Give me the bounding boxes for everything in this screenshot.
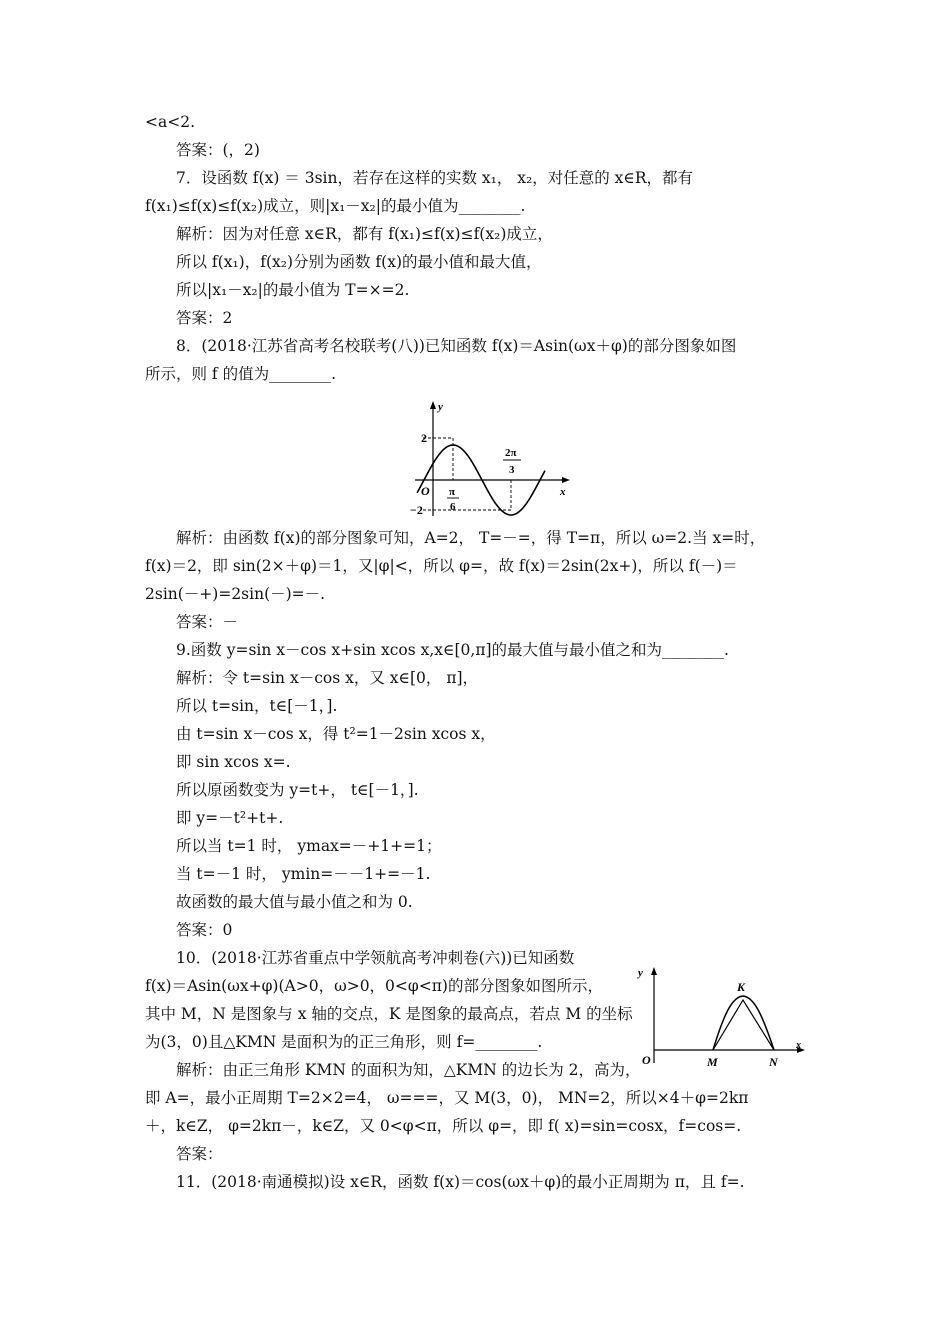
frac-2pi3-den: 3 (509, 464, 515, 476)
sine-graph-figure (405, 398, 580, 523)
axis-y-label: y (438, 401, 443, 413)
tick-label-neg2: −2 (410, 503, 423, 517)
origin-label: O (642, 1053, 651, 1067)
text-line: 所以 t=sin，t∈[－1，]. (176, 697, 338, 715)
point-k-label: K (737, 980, 746, 994)
text-line: 即 A=，最小正周期 T=2×2=4， ω===，又 M(3，0)， MN=2，所以×4＋φ=2kπ (145, 1089, 749, 1107)
text-line: 解析：令 t=sin x－cos x，又 x∈[0， π]， (176, 669, 479, 687)
text-line: 2sin(－+)=2sin(－)=－. (145, 585, 326, 603)
text-line: 9.函数 y=sin x－cos x+sin xcos x,x∈[0,π]的最大值与最小值之和为________. (176, 641, 729, 659)
text-line: 答案：(，2) (176, 141, 260, 159)
text-line: ＋，k∈Z， φ=2kπ－，k∈Z，又 0<φ<π，所以 φ=，即 f( x)=sin=cosx，f=cos=. (145, 1117, 742, 1135)
text-line: 答案：2 (176, 309, 233, 327)
text-line: 11．(2018·南通模拟)设 x∈R，函数 f(x)＝cos(ωx＋φ)的最小正周期为 π，且 f=. (176, 1173, 745, 1191)
axis-x-label: x (796, 1040, 801, 1051)
text-line: 即 sin xcos x=. (176, 753, 291, 771)
text-line: 所以原函数变为 y=t+， t∈[－1，]. (176, 781, 419, 799)
text-line: <a<2. (145, 113, 196, 131)
text-line: f(x₁)≤f(x)≤f(x₂)成立，则|x₁－x₂|的最小值为________. (145, 197, 526, 215)
frac-pi6-num: π (449, 486, 456, 498)
text-line: 解析：由函数 f(x)的部分图象可知，A=2， T=－=，得 T=π，所以 ω=2.当 x=时， (176, 529, 766, 547)
text-line: 当 t=－1 时， ymin=－－1+=－1. (176, 865, 431, 883)
origin-label: O (421, 484, 430, 498)
point-n-label: N (769, 1055, 778, 1069)
text-line: 8．(2018·江苏省高考名校联考(八))已知函数 f(x)＝Asin(ωx＋φ)的部分图象如图 (176, 337, 737, 355)
text-line: 所示，则 f 的值为________. (145, 365, 337, 383)
tick-label-2: 2 (421, 431, 427, 445)
text-line: 7．设函数 f(x) ＝ 3sin，若存在这样的实数 x₁， x₂，对任意的 x∈R，都有 (176, 169, 694, 187)
text-line: 故函数的最大值与最小值之和为 0. (176, 893, 413, 911)
frac-2pi3-num: 2π (505, 447, 517, 459)
text-line: 答案：－ (176, 613, 239, 631)
text-line: 10．(2018·江苏省重点中学领航高考冲刺卷(六))已知函数 (176, 949, 575, 967)
axis-y-label: y (638, 967, 643, 979)
text-line: 由 t=sin x－cos x，得 t²=1－2sin xcos x， (176, 725, 496, 743)
text-line: 为(3，0)且△KMN 是面积为的正三角形，则 f=________. (145, 1033, 543, 1051)
text-line: 所以当 t=1 时， ymax=－+1+=1； (176, 837, 442, 855)
text-line: 所以 f(x₁)，f(x₂)分别为函数 f(x)的最小值和最大值， (176, 253, 542, 271)
text-line: f(x)＝Asin(ωx+φ)(A>0，ω>0，0<φ<π)的部分图象如图所示， (145, 977, 603, 995)
kmn-triangle-figure (628, 962, 813, 1074)
point-m-label: M (707, 1055, 718, 1069)
text-line: 答案： (176, 1145, 223, 1163)
axis-x-label: x (560, 486, 566, 498)
text-line: 解析：由正三角形 KMN 的面积为知，△KMN 的边长为 2，高为， (176, 1061, 641, 1079)
text-line: f(x)＝2，即 sin(2×＋φ)＝1，又|φ|<，所以 φ=，故 f(x)＝2sin(2x+)，所以 f(－)＝ (145, 557, 738, 575)
text-line: 所以|x₁－x₂|的最小值为 T=×=2. (176, 281, 410, 299)
text-line: 即 y=－t²+t+. (176, 809, 284, 827)
text-line: 答案：0 (176, 921, 233, 939)
frac-pi6-den: 6 (450, 501, 456, 513)
text-line: 解析：因为对任意 x∈R，都有 f(x₁)≤f(x)≤f(x₂)成立， (176, 225, 553, 243)
text-line: 其中 M，N 是图象与 x 轴的交点，K 是图象的最高点，若点 M 的坐标 (145, 1005, 633, 1023)
